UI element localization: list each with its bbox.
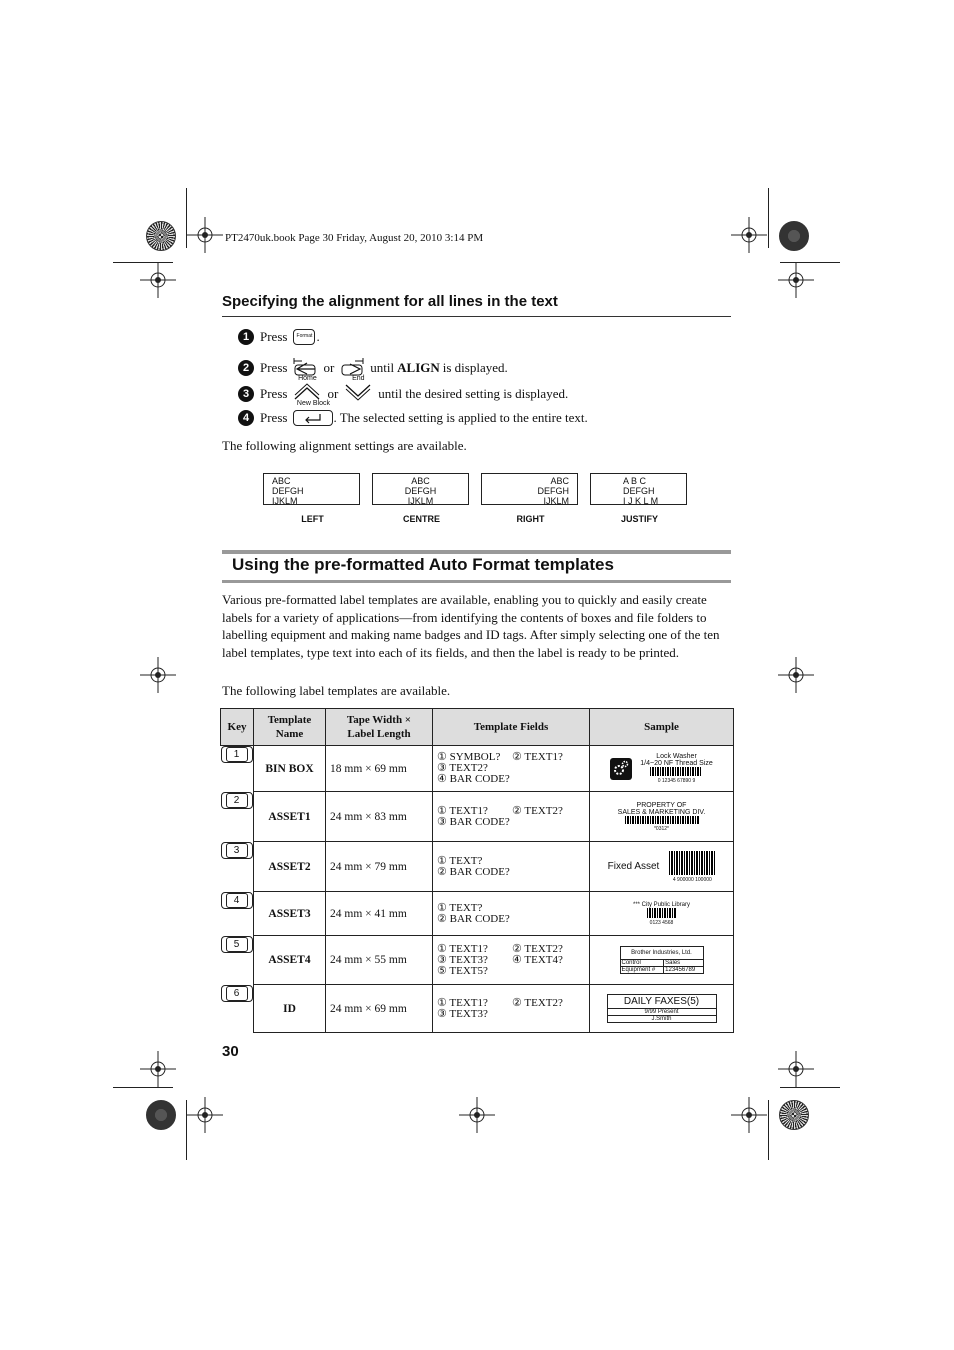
section-divider: [222, 316, 731, 317]
auto-format-paragraph: Various pre-formatted label templates are available, enabling you to quickly and easily create labels for a variety of applications—from identifying the contents of boxes and file folders to labelling equipment and making name badges and ID tags. After simply selecting one of the ten label templates, type text into each of its fields, and then the label is ready to be printed.: [222, 592, 720, 660]
template-key-icon: 1: [226, 747, 248, 762]
template-sample: Lock Washer 1/4~20 NF Thread Size 0 12345 67890 9: [590, 746, 734, 792]
align-sample-right: ABC DEFGH IJKLM: [481, 473, 578, 505]
template-size: 18 mm × 69 mm: [326, 746, 433, 792]
section-title-auto-format: Using the pre-formatted Auto Format templates: [232, 555, 614, 574]
template-name: ID: [254, 985, 326, 1033]
gear-symbol-icon: [610, 758, 632, 780]
template-name: ASSET3: [254, 892, 326, 936]
template-fields: ① SYMBOL? ② TEXT1? ③ TEXT2? ④ BAR CODE?: [433, 746, 590, 792]
table-row: [221, 892, 734, 936]
table-row: [221, 936, 734, 985]
barcode: [647, 908, 677, 918]
align-caption-centre: CENTRE: [402, 514, 440, 524]
asset-label-grid: Brother Industries, Ltd. Control Sales Equipment # 123456789: [620, 946, 704, 974]
template-name: BIN BOX: [254, 746, 326, 792]
template-sample: [590, 936, 734, 985]
template-size: 24 mm × 69 mm: [326, 985, 433, 1033]
template-sample: [590, 985, 734, 1033]
template-key-icon: 2: [226, 793, 248, 808]
table-row: [221, 842, 734, 892]
table-row: [221, 746, 734, 792]
align-sample-justify: A B C DEFGH I J K L M: [590, 473, 687, 505]
column-header-fields: Template Fields: [433, 709, 590, 746]
enter-key-icon: New Block: [293, 410, 333, 426]
section-title-alignment: Specifying the alignment for all lines in the text: [222, 293, 558, 310]
registration-rosette-icon: [779, 221, 809, 251]
template-size: 24 mm × 83 mm: [326, 792, 433, 842]
crosshair-target-icon: [187, 1097, 223, 1133]
cursor-up-key-icon: Home: [293, 383, 321, 405]
crosshair-target-icon: [459, 1097, 495, 1133]
template-key-icon: 6: [226, 986, 248, 1001]
crosshair-target-icon: [778, 262, 814, 298]
column-header-template-name: Template Name: [254, 709, 326, 746]
align-sample-left: ABC DEFGH IJKLM: [263, 473, 360, 505]
crosshair-target-icon: [778, 1051, 814, 1087]
step-1: 1 Press Format .: [238, 329, 320, 345]
registration-rosette-icon: [779, 1100, 809, 1130]
template-size: 24 mm × 41 mm: [326, 892, 433, 936]
alignment-intro: The following alignment settings are available.: [222, 438, 467, 453]
template-name: ASSET4: [254, 936, 326, 985]
template-sample: Fixed Asset 4 900000 100000: [590, 842, 734, 892]
step-4: 4 Press New Block . The selected setting is applied to the entire text.: [238, 410, 588, 426]
template-fields: ① TEXT1? ② TEXT2? ③ TEXT3? ④ TEXT4? ⑤ TEXT5?: [433, 936, 590, 985]
crosshair-target-icon: [778, 657, 814, 693]
step-number: 1: [238, 329, 254, 345]
template-key-icon: 5: [226, 937, 248, 952]
align-sample-centre: ABC DEFGH IJKLM: [372, 473, 469, 505]
step-3: 3 Press Home or End until the desired setting is displayed.: [238, 383, 568, 405]
column-header-sample: Sample: [590, 709, 734, 746]
template-key-icon: 4: [226, 893, 248, 908]
templates-table: [220, 708, 734, 1033]
table-header-row: [221, 709, 734, 746]
page-number: 30: [222, 1043, 239, 1060]
template-name: ASSET1: [254, 792, 326, 842]
format-key-icon: Format: [293, 329, 315, 345]
template-fields: ① TEXT? ② BAR CODE?: [433, 842, 590, 892]
crosshair-target-icon: [187, 217, 223, 253]
template-fields: ① TEXT1? ② TEXT2? ③ BAR CODE?: [433, 792, 590, 842]
barcode: [625, 816, 699, 824]
templates-intro: The following label templates are available.: [222, 683, 451, 698]
template-fields: ① TEXT? ② BAR CODE?: [433, 892, 590, 936]
crosshair-target-icon: [140, 262, 176, 298]
table-row: [221, 792, 734, 842]
template-name: ASSET2: [254, 842, 326, 892]
column-header-size: Tape Width × Label Length: [326, 709, 433, 746]
step-2: 2 Press or until ALIGN is displayed.: [238, 356, 508, 380]
id-label: DAILY FAXES(5) 9/99 Present J.Smith: [607, 994, 717, 1023]
template-fields: ① TEXT1? ② TEXT2? ③ TEXT3?: [433, 985, 590, 1033]
template-size: 24 mm × 55 mm: [326, 936, 433, 985]
section-bar: [222, 580, 731, 583]
book-header: PT2470uk.book Page 30 Friday, August 20, 2010 3:14 PM: [225, 232, 484, 244]
align-caption-left: LEFT: [301, 514, 324, 524]
template-sample: *** City Public Library 0123 4568: [590, 892, 734, 936]
cursor-down-key-icon: End: [344, 383, 372, 405]
align-caption-right: RIGHT: [516, 514, 545, 524]
template-key-icon: 3: [226, 843, 248, 858]
barcode: [669, 851, 715, 875]
registration-rosette-icon: [146, 1100, 176, 1130]
registration-rosette-icon: [146, 221, 176, 251]
column-header-key: Key: [221, 709, 254, 746]
crosshair-target-icon: [731, 217, 767, 253]
section-bar: [222, 550, 731, 554]
crosshair-target-icon: [140, 657, 176, 693]
template-size: 24 mm × 79 mm: [326, 842, 433, 892]
template-sample: PROPERTY OF SALES & MARKETING DIV. *0312*: [590, 792, 734, 842]
crosshair-target-icon: [731, 1097, 767, 1133]
align-caption-justify: JUSTIFY: [620, 514, 658, 524]
barcode: [650, 767, 702, 776]
crosshair-target-icon: [140, 1051, 176, 1087]
table-row: [221, 985, 734, 1033]
